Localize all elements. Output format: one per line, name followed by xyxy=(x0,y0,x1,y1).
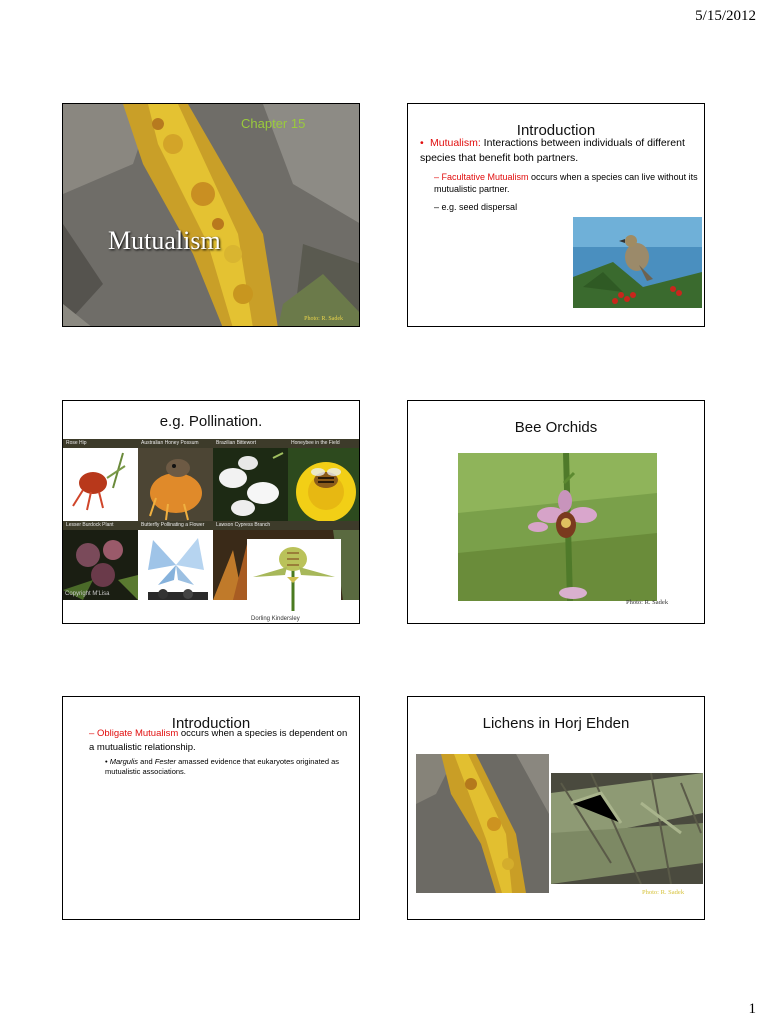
slide-lichens-horj-ehden xyxy=(407,696,705,920)
conjunction-text: and xyxy=(138,757,155,766)
grey-lichen-photo xyxy=(551,773,703,884)
bullet-text: Interactions between individuals of different species that benefit both partners. xyxy=(420,137,685,164)
caption-cypress: Lawson Cypress Branch xyxy=(213,521,360,530)
slide-title: e.g. Pollination. xyxy=(159,413,263,430)
slide-bee-orchids xyxy=(407,400,705,624)
sub-bullet-text: amassed evidence that eukaryotes originated as mutualistic associations. xyxy=(105,757,340,776)
bee-orchid-photo xyxy=(458,453,657,601)
sub-bullet-margulis-fester: • Margulis and Fester amassed evidence that eukaryotes originated as mutualistic associations. xyxy=(105,757,340,776)
bullet-dot: • xyxy=(420,137,424,149)
slide-pollination xyxy=(62,400,360,624)
rose-hip-photo xyxy=(63,448,138,521)
honey-possum-photo xyxy=(138,448,213,521)
bullet-term: Obligate Mutualism xyxy=(96,728,179,739)
author-name: Margulis xyxy=(109,757,139,766)
burdock-plant-photo xyxy=(63,530,138,600)
caption-butterfly: Butterfly Pollinating a Flower xyxy=(138,521,213,530)
slide-title-mutualism xyxy=(62,103,360,327)
page-number: 1 xyxy=(748,1001,756,1017)
caption-rose-hip: Rose Hip xyxy=(63,439,138,448)
bittewort-flower-photo xyxy=(213,448,288,521)
slide-title: Bee Orchids xyxy=(514,419,598,436)
slide-introduction-obligate xyxy=(62,696,360,920)
photo-credit: Photo: R. Sadek xyxy=(304,316,343,322)
slide-title: Lichens in Horj Ehden xyxy=(482,715,630,732)
slide-title: Introduction xyxy=(516,122,596,139)
page-date: 5/15/2012 xyxy=(695,8,756,24)
caption-honey-possum: Australian Honey Possum xyxy=(138,439,213,448)
caption-brazilian-bittewort: Brazilian Bittewort xyxy=(213,439,288,448)
sub-bullet-text: occurs when a species can live without its mutualistic partner. xyxy=(434,172,698,194)
photo-credit: Photo: R. Sadek xyxy=(642,889,685,896)
author-name: Fester xyxy=(154,757,177,766)
bullet-term: Mutualism: xyxy=(430,137,481,149)
copyright-credit: Copyright M'Lisa xyxy=(65,591,110,597)
sub-bullet-seed-dispersal: – e.g. seed dispersal xyxy=(434,202,518,212)
sub-bullet-facultative: – Facultative Mutualism occurs when a species can live without its mutualistic partner. xyxy=(434,172,698,194)
slide-title: Mutualism xyxy=(108,226,221,255)
butterfly-photo xyxy=(138,530,213,600)
caption-honeybee: Honeybee in the Field xyxy=(288,439,360,448)
sub-bullet-term: Facultative Mutualism xyxy=(441,172,529,182)
lichen-branch-photo xyxy=(63,104,360,327)
caption-burdock: Lesser Burdock Plant xyxy=(63,521,138,530)
honeybee-dandelion-photo xyxy=(288,448,360,521)
waxwing-bird-photo xyxy=(573,217,702,308)
photo-credit: Dorling Kindersley xyxy=(251,616,300,622)
photo-credit: Photo: R. Sadek xyxy=(626,599,669,606)
sub-bullet-text: e.g. seed dispersal xyxy=(441,202,518,212)
yellow-lichen-photo xyxy=(416,754,549,893)
chapter-label: Chapter 15 xyxy=(241,116,306,131)
bullet-obligate-mutualism: – Obligate Mutualism occurs when a species is dependent on a mutualistic relationship. xyxy=(89,728,348,753)
slipper-orchid-photo xyxy=(247,539,341,614)
bullet-mutualism-definition xyxy=(420,136,700,166)
bullet-text: occurs when a species is dependent on a mutualistic relationship. xyxy=(89,728,348,753)
slide-introduction-mutualism xyxy=(407,103,705,327)
slide-title: Introduction xyxy=(171,715,251,732)
